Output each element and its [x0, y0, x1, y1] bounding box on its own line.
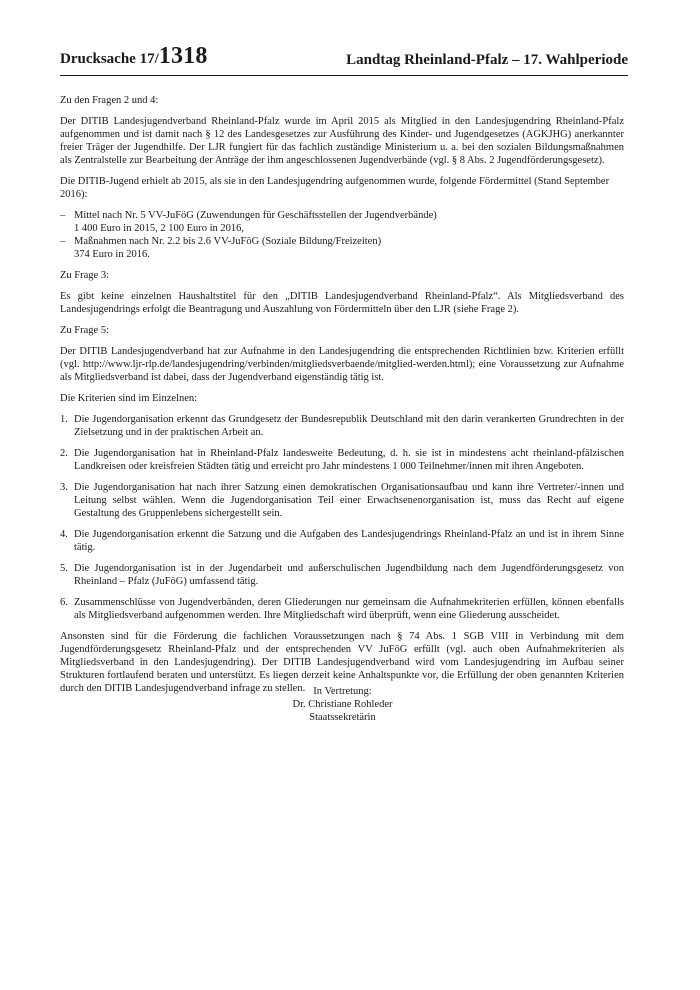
- criteria-number: 2.: [60, 448, 68, 459]
- criteria-item: [60, 562, 624, 588]
- criteria-item: [60, 413, 624, 439]
- signature-representation: In Vertretung:: [313, 686, 372, 697]
- funding-item-text: Maßnahmen nach Nr. 2.2 bis 2.6 VV-JuFöG (Soziale Bildung/Freizeiten): [74, 236, 382, 247]
- criteria-number: 3.: [60, 482, 68, 493]
- heading-question-5: Zu Frage 5:: [60, 325, 109, 336]
- criteria-item: [60, 481, 624, 520]
- document-number: [60, 43, 208, 70]
- criteria-item: [60, 596, 624, 622]
- signature-name: Dr. Christiane Rohleder: [292, 699, 393, 710]
- criteria-item: [60, 447, 624, 473]
- paragraph-question-5: Der DITIB Landesjugendverband hat zur Aufnahme in den Landesjugendring die entsprechenden Richtlinien bzw. Kriterien erfüllt (vgl. http://www.ljr-rlp.de/landesjugendring/verbinden/mitgliedsverbaende/mitglied-werden.html); eine Voraussetzung zur Aufnahme als Mitgliedsverband ist dabei, dass der Jugendverband eigenständig tätig ist.: [60, 346, 624, 383]
- signature-title: Staatssekretärin: [309, 712, 376, 723]
- heading-question-3: Zu Frage 3:: [60, 270, 109, 281]
- criteria-text: Zusammenschlüsse von Jugendverbänden, deren Gliederungen nur gemeinsam die Aufnahmekriterien erfüllen, können ebenfalls als Mitgliedsverband aufgenommen werden. Ihre Mitgliedschaft wird überprüft, wenn eine Gliederung ausscheidet.: [74, 597, 624, 621]
- heading-questions-2-4: Zu den Fragen 2 und 4:: [60, 95, 159, 106]
- criteria-number: 1.: [60, 414, 68, 425]
- document-number-value: 1318: [158, 43, 208, 69]
- signature-block: [250, 685, 435, 724]
- document-body: [60, 94, 624, 703]
- paragraph-questions-2-4: Der DITIB Landesjugendverband Rheinland-Pfalz wurde im April 2015 als Mitglied in den Landesjugendring Rheinland-Pfalz aufgenommen und ist damit nach § 12 des Landesgesetzes zur Ausführung des Kinder- und Jugendgesetzes (AGKJHG) anerkannter freier Träger der Jugendhilfe. Der LJR fungiert für das fachlich zuständige Ministerium u. a. bei den sozialen Bildungsmaßnahmen als Zentralstelle zur Bearbeitung der Anträge der ihm angeschlossenen Jugendverbände (vgl. § 8 Abs. 2 Jugendförderungsgesetz).: [60, 116, 624, 166]
- funding-item-detail: 1 400 Euro in 2015, 2 100 Euro in 2016,: [74, 223, 245, 234]
- criteria-text: Die Jugendorganisation erkennt das Grundgesetz der Bundesrepublik Deutschland mit den darin verankerten Grundrechten in der Zielsetzung und in der praktischen Arbeit an.: [74, 414, 624, 438]
- paragraph-question-3: Es gibt keine einzelnen Haushaltstitel für den „DITIB Landesjugendverband Rheinland-Pfalz“. Als Mitgliedsverband des Landesjugendrings erfolgt die Beantragung und Auszahlung von Fördermitteln über den LJR (siehe Frage 2).: [60, 291, 624, 315]
- dash-marker: –: [60, 236, 66, 247]
- criteria-list: [60, 413, 624, 622]
- page-header: [60, 43, 628, 76]
- criteria-intro: Die Kriterien sind im Einzelnen:: [60, 393, 198, 404]
- criteria-text: Die Jugendorganisation hat in Rheinland-Pfalz landesweite Bedeutung, d. h. sie ist in mindestens acht rheinland-pfälzischen Landkreisen oder kreisfreien Städten tätig und erreicht pro Jahr mindestens 1 000 Teilnehmer/innen mit ihren Angeboten.: [74, 448, 624, 472]
- funding-list: [60, 209, 624, 261]
- document-number-prefix: Drucksache 17/: [60, 51, 159, 67]
- criteria-text: Die Jugendorganisation erkennt die Satzung und die Aufgaben des Landesjugendrings Rheinland-Pfalz an und ist in ihrem Sinne tätig.: [74, 529, 624, 553]
- funding-item: [60, 209, 624, 235]
- funding-item-text: Mittel nach Nr. 5 VV-JuFöG (Zuwendungen für Geschäftsstellen der Jugendverbände): [74, 210, 437, 221]
- criteria-number: 4.: [60, 529, 68, 540]
- closing-paragraph: Ansonsten sind für die Förderung die fachlichen Voraussetzungen nach § 74 Abs. 1 SGB VIII in Verbindung mit dem Jugendförderungsgesetz Rheinland-Pfalz und der entsprechenden VV JuFöG erfüllt (vgl. auch oben Aufnahmekriterien als Mitgliedsverband in den Landesjugendring). Der DITIB Landesjugendverband wird vom Landesjugendring im Aufbau seiner Strukturen fortlaufend beraten und unterstützt. Es liegen derzeit keine Anhaltspunkte vor, die Erfüllung der oben genannten Kriterien durch den DITIB Landesjugendverband infrage zu stellen.: [60, 631, 624, 694]
- criteria-item: [60, 528, 624, 554]
- dash-marker: –: [60, 210, 66, 221]
- funding-intro: Die DITIB-Jugend erhielt ab 2015, als sie in den Landesjugendring aufgenommen wurde, folgende Fördermittel (Stand September 2016):: [60, 176, 610, 200]
- parliament-period: Landtag Rheinland-Pfalz – 17. Wahlperiode: [346, 52, 628, 68]
- funding-item-detail: 374 Euro in 2016.: [74, 249, 150, 260]
- funding-item: [60, 235, 624, 261]
- criteria-number: 5.: [60, 563, 68, 574]
- criteria-text: Die Jugendorganisation hat nach ihrer Satzung einen demokratischen Organisationsaufbau und kann ihre Vertreter/-innen und Leitung selbst wählen. Wenn die Jugendorganisation Teil einer Erwachsenenorganisation ist, muss das Recht auf eigene Gestaltung des Gruppenlebens sichergestellt sein.: [74, 482, 624, 519]
- header-rule: [60, 75, 628, 76]
- criteria-number: 6.: [60, 597, 68, 608]
- criteria-text: Die Jugendorganisation ist in der Jugendarbeit und außerschulischen Jugendbildung nach dem Jugendförderungsgesetz von Rheinland – Pfalz (JuFöG) umfassend tätig.: [74, 563, 624, 587]
